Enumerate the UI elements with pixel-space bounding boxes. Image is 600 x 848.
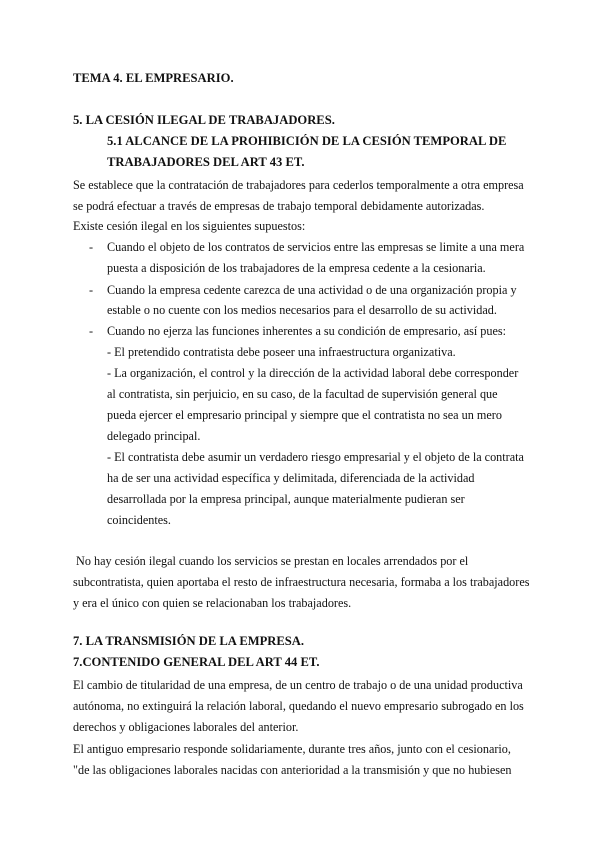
paragraph-line: y era el único con quien se relacionaban los trabajadores. [73,596,352,610]
list-item-line: - El pretendido contratista debe poseer una infraestructura organizativa. [107,345,456,359]
paragraph-line: No hay cesión ilegal cuando los servicios se prestan en locales arrendados por el [73,554,469,568]
list-item-line: al contratista, sin perjuicio, en su caso, de la facultad de supervisión general que [107,387,498,401]
list-item-line: - El contratista debe asumir un verdadero riesgo empresarial y el objeto de la contrata [107,450,524,464]
section-5-1-subheading: TRABAJADORES DEL ART 43 ET. [107,155,305,169]
paragraph-line: autónoma, no extinguirá la relación laboral, quedando el nuevo empresario subrogado en los [73,699,524,713]
list-item-line: puesta a disposición de los trabajadores de la empresa cedente a la cesionaria. [107,261,486,275]
list-item-line: coincidentes. [107,513,171,527]
list-item-line: - La organización, el control y la dirección de la actividad laboral debe corresponder [107,366,519,380]
paragraph-line: derechos y obligaciones laborales del anterior. [73,720,299,734]
list-item-line: delegado principal. [107,429,201,443]
section-7-heading: 7. LA TRANSMISIÓN DE LA EMPRESA. [73,634,305,648]
bullet-marker: - [89,240,94,254]
section-5-1-subheading: 5.1 ALCANCE DE LA PROHIBICIÓN DE LA CESIÓN TEMPORAL DE [107,134,507,148]
paragraph-line: se podrá efectuar a través de empresas de trabajo temporal debidamente autorizadas. [73,199,485,213]
list-item-line: Cuando el objeto de los contratos de servicios entre las empresas se limite a una mera [107,240,525,254]
paragraph-line: El cambio de titularidad de una empresa, de un centro de trabajo o de una unidad productiva [73,678,523,692]
paragraph-line: "de las obligaciones laborales nacidas con anterioridad a la transmisión y que no hubiesen [73,763,512,777]
list-item-line: Cuando la empresa cedente carezca de una actividad o de una organización propia y [107,283,517,297]
section-5-heading: 5. LA CESIÓN ILEGAL DE TRABAJADORES. [73,113,335,127]
list-item-line: desarrollada por la empresa principal, aunque materialmente pudieran ser [107,492,465,506]
bullet-marker: - [89,283,94,297]
paragraph-line: Se establece que la contratación de trabajadores para cederlos temporalmente a otra empresa [73,178,524,192]
list-item-line: pueda ejercer el empresario principal y siempre que el contratista no sea un mero [107,408,502,422]
section-7-subheading: 7.CONTENIDO GENERAL DEL ART 44 ET. [73,655,320,669]
list-item-line: Cuando no ejerza las funciones inherentes a su condición de empresario, así pues: [107,324,507,338]
list-item-line: ha de ser una actividad específica y delimitada, diferenciada de la actividad [107,471,475,485]
paragraph-line: Existe cesión ilegal en los siguientes supuestos: [73,219,306,233]
bullet-marker: - [89,324,94,338]
tema-title: TEMA 4. EL EMPRESARIO. [73,71,234,85]
paragraph-line: El antiguo empresario responde solidariamente, durante tres años, junto con el cesionario, [73,742,511,756]
list-item-line: estable o no cuente con los medios necesarios para el desarrollo de su actividad. [107,303,497,317]
paragraph-line: subcontratista, quien aportaba el resto de infraestructura necesaria, formaba a los trabajadores [73,575,530,589]
